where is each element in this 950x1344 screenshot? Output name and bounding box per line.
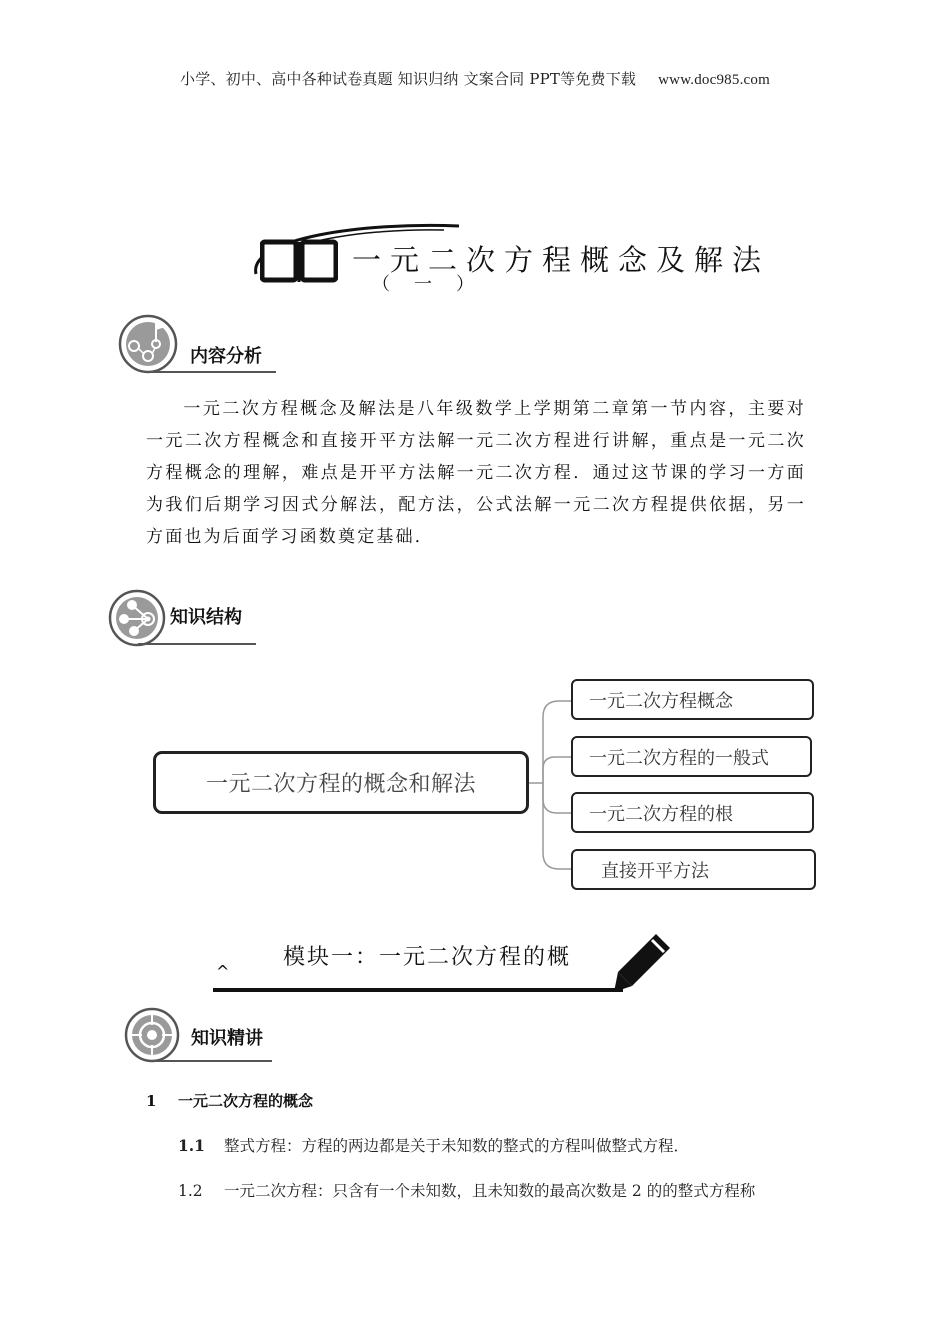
module-title: 模块一：一元二次方程的概 xyxy=(283,945,572,970)
mindmap-leaf: 直接开平方法 xyxy=(571,849,816,890)
network-icon xyxy=(108,589,168,647)
item-text: 一元二次方程：只含有一个未知数，且未知数的最高次数是 2 的的整式方程称 xyxy=(224,1182,756,1200)
page-subtitle: （一） xyxy=(372,274,498,295)
section-underline xyxy=(138,643,256,645)
mindmap-leaf: 一元二次方程的根 xyxy=(571,792,814,833)
target-icon xyxy=(124,1007,182,1063)
header-site: www.doc985.com xyxy=(658,72,770,88)
section-title-knowledge-explain: 知识精讲 xyxy=(191,1028,263,1049)
module-caret: ^ xyxy=(216,962,230,981)
intro-text: 一元二次方程概念及解法是八年级数学上学期第二章第一节内容，主要对一元二次方程概念和直接开平方法解一元二次方程进行讲解，重点是一元二次方程概念的理解，难点是开平方法解一元二次方程．通过这节课的学习一方面为我们后期学习因式分解法，配方法，公式法解一元二次方程提供依据，另一方面也为后面学习函数奠定基础． xyxy=(146,399,806,547)
item-number: 1.1 xyxy=(178,1136,205,1155)
mindmap-leaf: 一元二次方程的一般式 xyxy=(571,736,812,777)
item-row xyxy=(178,1179,755,1201)
mindmap-connectors xyxy=(529,695,575,875)
item-heading-number: 1 xyxy=(146,1092,157,1110)
title-block xyxy=(244,218,771,298)
pencil-icon xyxy=(612,930,674,996)
section-title-knowledge-structure: 知识结构 xyxy=(170,607,242,628)
page-header xyxy=(0,68,950,89)
module-underline xyxy=(213,988,623,992)
mindmap-leaf: 一元二次方程概念 xyxy=(571,679,814,720)
section-underline xyxy=(156,1060,272,1062)
header-text: 小学、初中、高中各种试卷真题 知识归纳 文案合同 PPT等免费下载 xyxy=(180,70,637,88)
item-heading-text: 一元二次方程的概念 xyxy=(178,1092,314,1110)
intro-paragraph xyxy=(146,393,806,553)
mindmap-root: 一元二次方程的概念和解法 xyxy=(153,751,529,814)
page-title: 一元二次方程概念及解法 xyxy=(352,243,771,277)
flag-map-icon xyxy=(118,314,182,374)
item-heading xyxy=(146,1090,313,1111)
item-text: 整式方程：方程的两边都是关于未知数的整式的方程叫做整式方程． xyxy=(224,1137,690,1155)
book-icon xyxy=(260,238,338,284)
item-row xyxy=(178,1134,689,1156)
item-number: 1.2 xyxy=(178,1182,203,1200)
section-title-content-analysis: 内容分析 xyxy=(190,346,262,367)
section-underline xyxy=(150,371,276,373)
